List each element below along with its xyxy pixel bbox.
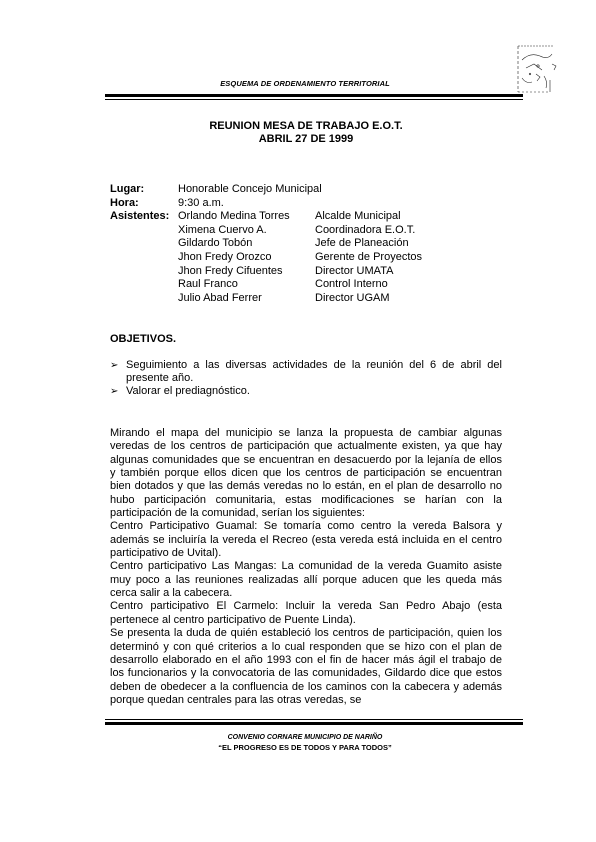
attendee-name: Raul Franco (178, 278, 238, 291)
attendee-name: Julio Abad Ferrer (178, 291, 262, 304)
attendee-name: Jhon Fredy Cifuentes (178, 264, 283, 277)
attendee-role: Director UGAM (315, 291, 390, 304)
lugar-label: Lugar: (110, 183, 145, 195)
hora-value: 9:30 a.m. (178, 196, 224, 209)
attendee-role: Gerente de Proyectos (315, 250, 423, 263)
attendee-name: Gildardo Tobón (178, 237, 253, 250)
body-paragraph: Centro participativo El Carmelo: Incluir la vereda San Pedro Abajo (esta pertenece al centro participativo de Puente Linda). (110, 600, 502, 626)
arrow-bullet-icon: ➢ (110, 386, 119, 398)
footer-rule-thin (105, 719, 523, 720)
objetivos-list (110, 359, 502, 399)
meeting-info (110, 183, 422, 305)
attendee-row (110, 210, 422, 224)
attendee-role: Alcalde Municipal (315, 210, 401, 223)
body-paragraph: Se presenta la duda de quién estableció los centros de participación, quien los determinó y con qué criterios a lo cual responden que se hizo con el plan de desarrollo elaborado en el año 1993 con el fin de hacer más ágil el trabajo de los funcionarios y la convocatoria de las comunidades, Gildardo dice que estos deben de obedecer a la confluencia de los caminos con la cabecera y además porque quedan centrales para las otras veredas, se (110, 627, 502, 706)
attendee-role: Control Interno (315, 278, 388, 291)
header-rule-thin (105, 99, 523, 100)
attendee-row (110, 224, 422, 238)
attendee-role: Coordinadora E.O.T. (315, 223, 416, 236)
attendee-name: Jhon Fredy Orozco (178, 250, 272, 263)
attendee-row (110, 251, 422, 265)
meeting-title: REUNION MESA DE TRABAJO E.O.T. (209, 120, 403, 132)
arrow-bullet-icon: ➢ (110, 360, 119, 371)
municipal-logo-icon (512, 40, 560, 98)
hora-label: Hora: (110, 196, 139, 209)
meeting-date: ABRIL 27 DE 1999 (258, 133, 354, 145)
list-item (110, 359, 502, 385)
objetivo-text: Seguimiento a las diversas actividades de la reunión del 6 de abril del presente año. (126, 359, 502, 385)
attendee-row (110, 265, 422, 279)
body-paragraph: Centro participativo Las Mangas: La comunidad de la vereda Guamito asiste muy poco a las reuniones realizadas allí porque aducen que les queda más cerca salir a la cabecera. (110, 560, 502, 600)
lugar-value: Honorable Concejo Municipal (178, 183, 322, 195)
footer-rule-thick (105, 722, 523, 725)
info-row-lugar (110, 183, 422, 197)
attendee-row (110, 278, 422, 292)
attendee-name: Orlando Medina Torres (178, 210, 290, 223)
body-text (110, 427, 502, 707)
attendee-row (110, 292, 422, 306)
list-item (110, 385, 502, 398)
objetivo-text: Valorar el prediagnóstico. (126, 385, 250, 398)
asistentes-label: Asistentes: (110, 210, 170, 223)
document-header-title: ESQUEMA DE ORDENAMIENTO TERRITORIAL (220, 79, 390, 88)
attendee-role: Director UMATA (315, 264, 394, 277)
footer-motto: “EL PROGRESO ES DE TODOS Y PARA TODOS” (218, 743, 392, 752)
objetivos-heading: OBJETIVOS. (110, 333, 177, 345)
attendee-row (110, 237, 422, 251)
body-paragraph: Mirando el mapa del municipio se lanza la propuesta de cambiar algunas veredas de los centros de participación que actualmente existen, ya que hay algunas comunidades que se encuentran en desacuerdo por la lejanía de ellos y también porque ellos dicen que los centros de participación se encuentran bien dotados y que las demás veredas no lo están, en el plan de desarrollo no hubo participación comunitaria, estas modificaciones se harían con la participación de la comunidad, serían los siguientes: (110, 427, 502, 520)
attendee-name: Ximena Cuervo A. (178, 223, 267, 236)
footer-agreement: CONVENIO CORNARE MUNICIPIO DE NARIÑO (227, 734, 383, 741)
info-row-hora (110, 197, 422, 211)
body-paragraph: Centro Participativo Guamal: Se tomaría como centro la vereda Balsora y además se incluiría la vereda el Recreo (esta vereda está incluida en el centro participativo de Uvital). (110, 520, 502, 560)
attendee-role: Jefe de Planeación (315, 237, 409, 250)
header-rule-thick (105, 94, 523, 97)
